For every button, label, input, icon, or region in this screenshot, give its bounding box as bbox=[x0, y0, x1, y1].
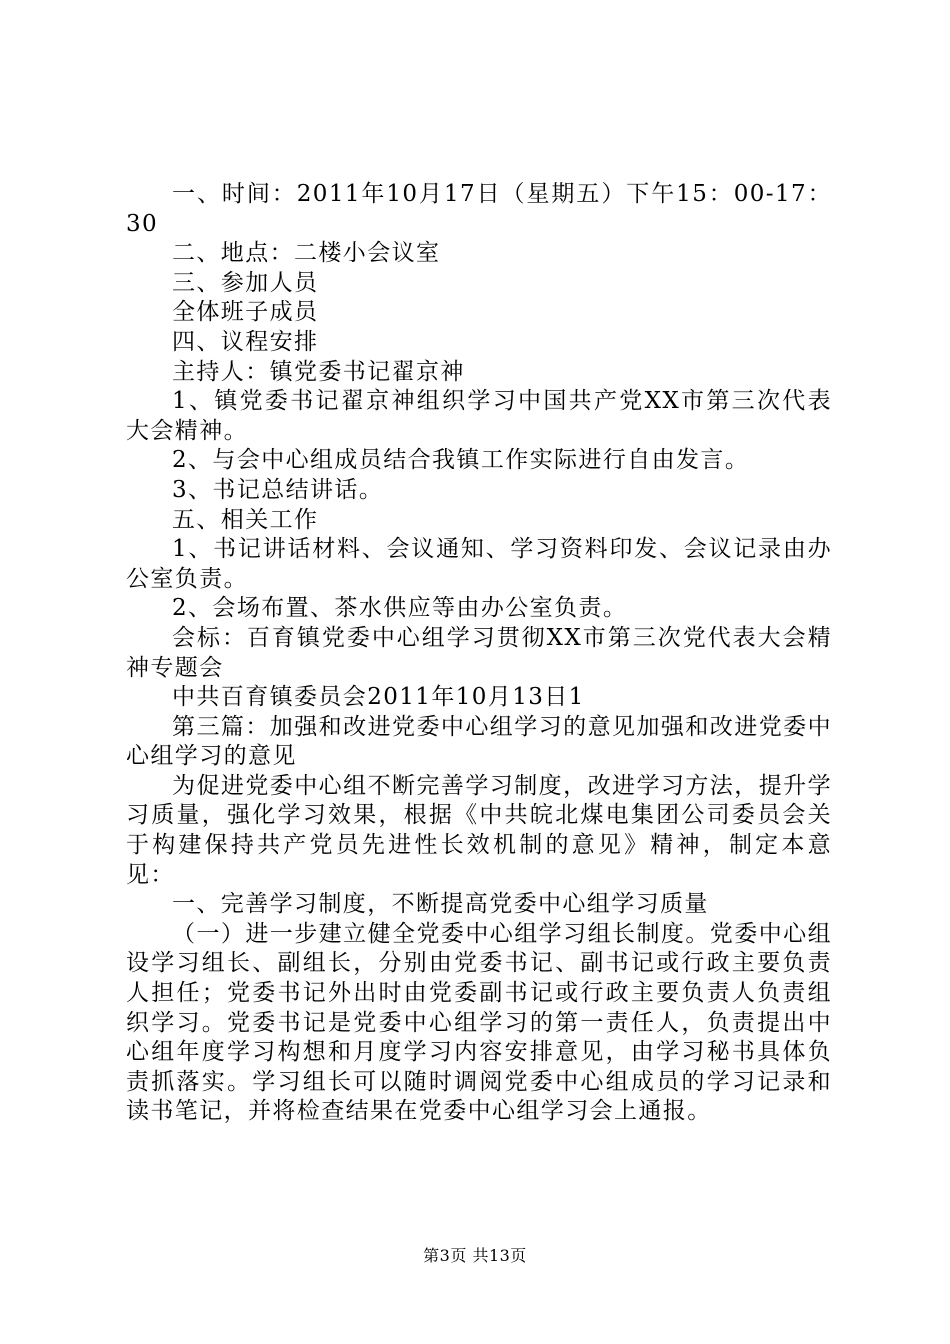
paragraph-attendees: 全体班子成员 bbox=[172, 299, 319, 326]
paragraph-related-1: 1、书记讲话材料、会议通知、学习资料印发、会议记录由办公室负责。 bbox=[126, 536, 832, 592]
paragraph-heading-1: 一、完善学习制度，不断提高党委中心组学习质量 bbox=[172, 891, 709, 918]
paragraph-section-title: 第三篇：加强和改进党委中心组学习的意见加强和改进党委中心组学习的意见 bbox=[126, 713, 832, 770]
paragraph-item-1: （一）进一步建立健全党委中心组学习组长制度。党委中心组设学习组长、副组长，分别由党委书记、副书记或行政主要负责人担任；党委书记外出时由党委副书记或行政主要负责人负责组织学习。党委书记是党委中心组学习的第一责任人，负责提出中心组年度学习构想和月度学习内容安排意见，由学习秘书具体负责抓落实。学习组长可以随时调阅党委中心组成员的学习记录和读书笔记，并将检查结果在党委中心组学习会上通报。 bbox=[126, 920, 832, 1125]
paragraph-signature-date: 中共百育镇委员会2011年10月13日1 bbox=[172, 684, 585, 711]
paragraph-agenda-3: 3、书记总结讲话。 bbox=[172, 476, 384, 503]
paragraph-related-heading: 五、相关工作 bbox=[172, 506, 319, 533]
paragraph-banner: 会标：百育镇党委中心组学习贯彻XX市第三次党代表大会精神专题会 bbox=[126, 624, 832, 681]
paragraph-agenda-heading: 四、议程安排 bbox=[172, 328, 319, 355]
page-footer: 第3页 共13页 bbox=[423, 1246, 527, 1265]
paragraph-agenda-1: 1、镇党委书记翟京神组织学习中国共产党XX市第三次代表大会精神。 bbox=[126, 388, 832, 444]
paragraph-time: 一、时间：2011年10月17日（星期五）下午15：00-17：30 bbox=[126, 181, 832, 237]
paragraph-attendees-heading: 三、参加人员 bbox=[172, 269, 319, 296]
paragraph-host: 主持人：镇党委书记翟京神 bbox=[172, 358, 465, 385]
paragraph-related-2: 2、会场布置、茶水供应等由办公室负责。 bbox=[172, 595, 628, 622]
paragraph-intro: 为促进党委中心组不断完善学习制度，改进学习方法，提升学习质量，强化学习效果，根据《中共皖北煤电集团公司委员会关于构建保持共产党员先进性长效机制的意见》精神，制定本意见： bbox=[126, 772, 832, 888]
paragraph-location: 二、地点：二楼小会议室 bbox=[172, 240, 441, 267]
document-body bbox=[126, 180, 832, 1127]
paragraph-agenda-2: 2、与会中心组成员结合我镇工作实际进行自由发言。 bbox=[172, 447, 750, 474]
